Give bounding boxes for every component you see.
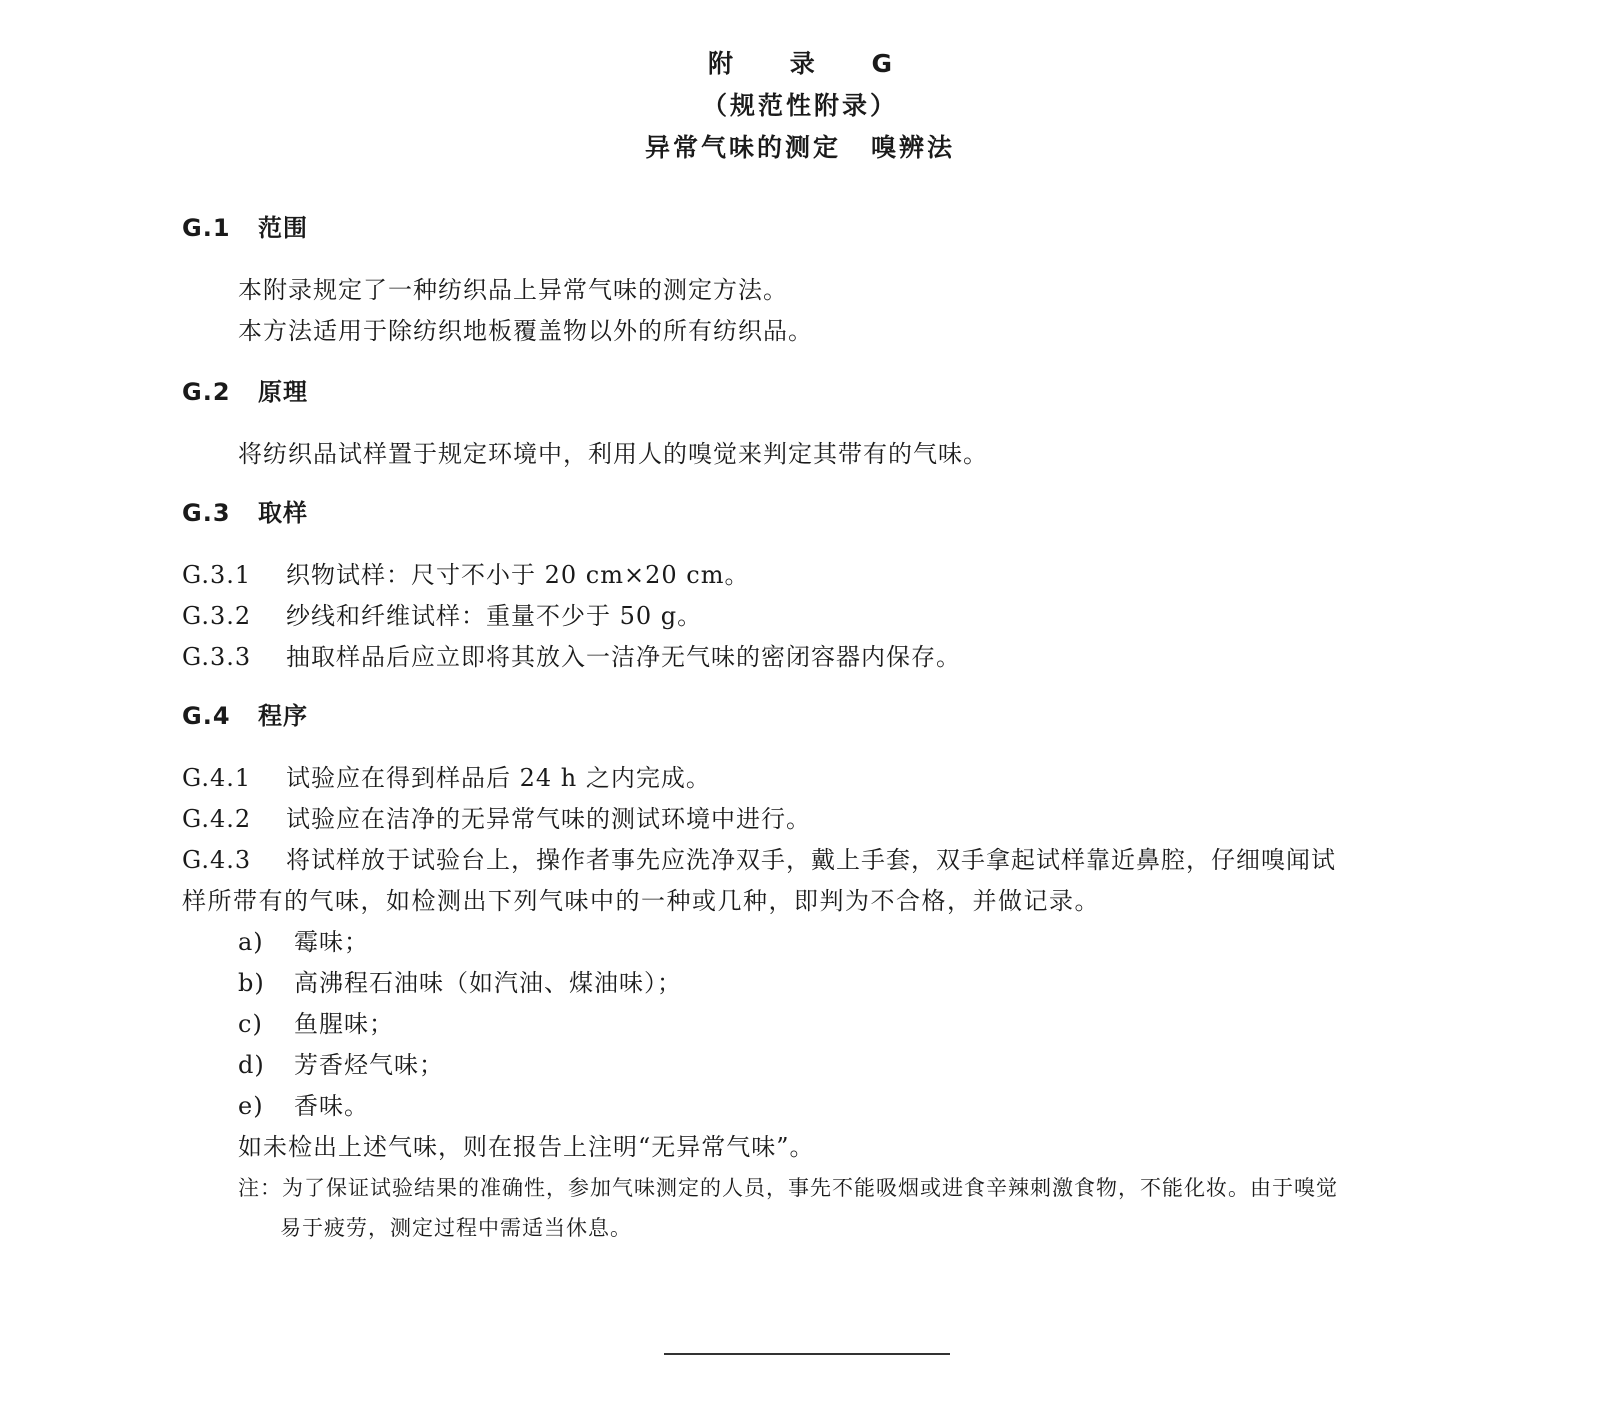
- clause-text: 试验应在得到样品后 24 h 之内完成。: [286, 764, 711, 792]
- list-item-label: b): [238, 969, 265, 997]
- list-item: [182, 922, 1438, 963]
- clause-number: G.4.2: [182, 805, 252, 833]
- clause-number: G.4.3: [182, 846, 252, 874]
- note-line1: 注：为了保证试验结果的准确性，参加气味测定的人员，事先不能吸烟或进食辛辣刺激食物，不能化妆。由于嗅觉: [238, 1176, 1338, 1200]
- clause-number: G.3.1: [182, 561, 252, 589]
- clause-g4-2: [182, 799, 1438, 840]
- list-item-label: c): [238, 1010, 263, 1038]
- section-title: 取样: [258, 499, 308, 527]
- list-item: [182, 963, 1438, 1004]
- list-item-label: a): [238, 928, 264, 956]
- section-title: 原理: [258, 378, 308, 406]
- clause-g3-3: [182, 637, 1438, 678]
- clause-number: G.4.1: [182, 764, 252, 792]
- appendix-title: 附 录 G: [708, 49, 916, 78]
- clause-text-line2: 样所带有的气味，如检测出下列气味中的一种或几种，即判为不合格，并做记录。: [182, 887, 1100, 915]
- list-item: [182, 1004, 1438, 1045]
- document-body: [182, 210, 1438, 1248]
- clause-text: 试验应在洁净的无异常气味的测试环境中进行。: [286, 805, 811, 833]
- list-item-label: e): [238, 1092, 264, 1120]
- clause-text-line1: 将试样放于试验台上，操作者事先应洗净双手，戴上手套，双手拿起试样靠近鼻腔，仔细嗅闻试: [286, 846, 1336, 874]
- list-item: [182, 1086, 1438, 1127]
- paragraph: 本附录规定了一种纺织品上异常气味的测定方法。: [238, 276, 788, 304]
- appendix-subject-method: 嗅辨法: [871, 133, 956, 162]
- end-rule: [664, 1353, 950, 1355]
- clause-number: G.3.3: [182, 643, 252, 671]
- clause-g3-1: [182, 555, 1438, 596]
- clause-text: 抽取样品后应立即将其放入一洁净无气味的密闭容器内保存。: [286, 643, 961, 671]
- list-item-text: 鱼腥味；: [294, 1010, 394, 1038]
- section-title: 范围: [258, 214, 308, 242]
- section-number: G.2: [182, 378, 231, 406]
- section-heading-g1: [182, 210, 1438, 246]
- list-item: [182, 1045, 1438, 1086]
- clause-number: G.3.2: [182, 602, 252, 630]
- section-heading-g3: [182, 495, 1438, 531]
- section-number: G.1: [182, 214, 231, 242]
- list-item-text: 高沸程石油味（如汽油、煤油味）；: [294, 969, 682, 997]
- list-item-text: 芳香烃气味；: [294, 1051, 444, 1079]
- clause-g4-1: [182, 758, 1438, 799]
- appendix-subject-main: 异常气味的测定: [644, 133, 841, 162]
- section-heading-g4: [182, 698, 1438, 734]
- section-number: G.3: [182, 499, 231, 527]
- list-item-text: 香味。: [294, 1092, 369, 1120]
- section-heading-g2: [182, 374, 1438, 410]
- clause-text: 纱线和纤维试样：重量不少于 50 g。: [286, 602, 703, 630]
- section-number: G.4: [182, 702, 231, 730]
- paragraph: 将纺织品试样置于规定环境中，利用人的嗅觉来判定其带有的气味。: [238, 440, 988, 468]
- list-item-text: 霉味；: [294, 928, 369, 956]
- appendix-subject: [0, 128, 1600, 164]
- conclusion-paragraph: 如未检出上述气味，则在报告上注明“无异常气味”。: [238, 1133, 815, 1161]
- list-item-label: d): [238, 1051, 265, 1079]
- appendix-type: （规范性附录）: [701, 91, 898, 120]
- clause-text: 织物试样：尺寸不小于 20 cm×20 cm。: [286, 561, 750, 589]
- paragraph: 本方法适用于除纺织地板覆盖物以外的所有纺织品。: [238, 317, 813, 345]
- note-line2: 易于疲劳，测定过程中需适当休息。: [280, 1216, 632, 1240]
- clause-g3-2: [182, 596, 1438, 637]
- section-title: 程序: [258, 702, 308, 730]
- clause-g4-3: [182, 840, 1438, 881]
